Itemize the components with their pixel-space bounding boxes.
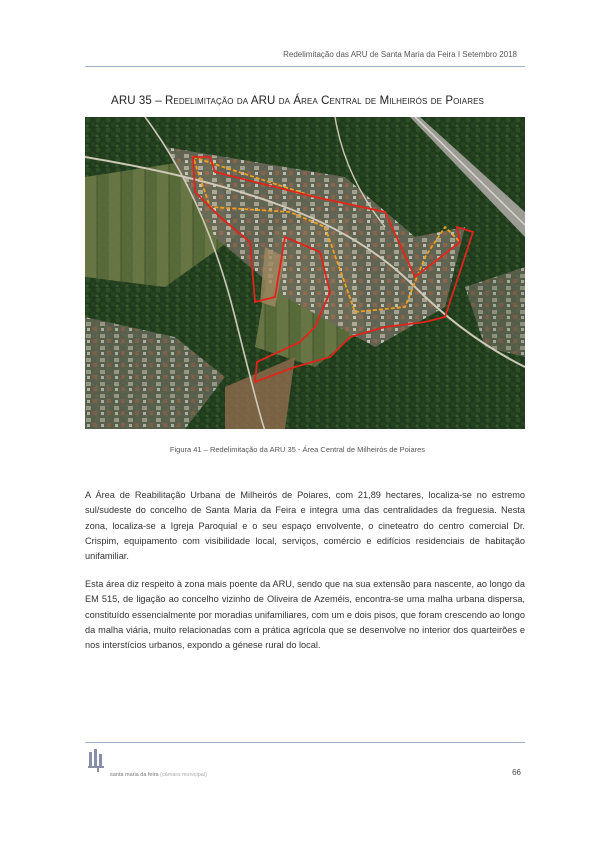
header-divider — [85, 66, 525, 67]
running-header: Redelimitação das ARU de Santa Maria da Feira I Setembro 2018 — [283, 50, 517, 59]
footer-divider — [85, 742, 525, 743]
brand-name: santa maria da feira — [110, 772, 159, 778]
aerial-map — [85, 117, 525, 429]
municipal-logo-icon — [88, 746, 108, 772]
aerial-map-figure — [85, 117, 525, 429]
brand-subtitle: (câmara municipal) — [160, 772, 207, 778]
body-paragraph-1: A Área de Reabilitação Urbana de Milheirós de Poiares, com 21,89 hectares, localiza-se no estremo sul/sudeste do concelho de Santa Maria da Feira e integra uma das centralidades da freguesia. Nesta zona, localiza-se a Igreja Paroquial e o seu espaço envolvente, o cineteatro do centro comercial Dr. Crispim, equipamento com visibilidade local, serviços, comércio e edifícios residenciais de habitação unifamiliar. — [85, 490, 525, 562]
section-title: ARU 35 – Redelimitação da ARU da Área Central de Milheirós de Poiares — [111, 95, 484, 107]
page-number: 66 — [512, 768, 521, 777]
footer-brand — [110, 772, 207, 778]
figure-caption: Figura 41 – Redelimitação da ARU 35 - Área Central de Milheirós de Poiares — [169, 445, 426, 454]
body-paragraph-2: Esta área diz respeito à zona mais poente da ARU, sendo que na sua extensão para nascente, ao longo da EM 515, de ligação ao concelho vizinho de Oliveira de Azeméis, encontra-se uma malha urbana dispersa, constituído essencialmente por moradias unifamiliares, com um e dois pisos, que foram crescendo ao longo da malha viária, muito relacionadas com a prática agrícola que se desenvolve no interior dos quarteirões e nos interstícios urbanos, expondo a génese rural do local. — [85, 579, 525, 651]
